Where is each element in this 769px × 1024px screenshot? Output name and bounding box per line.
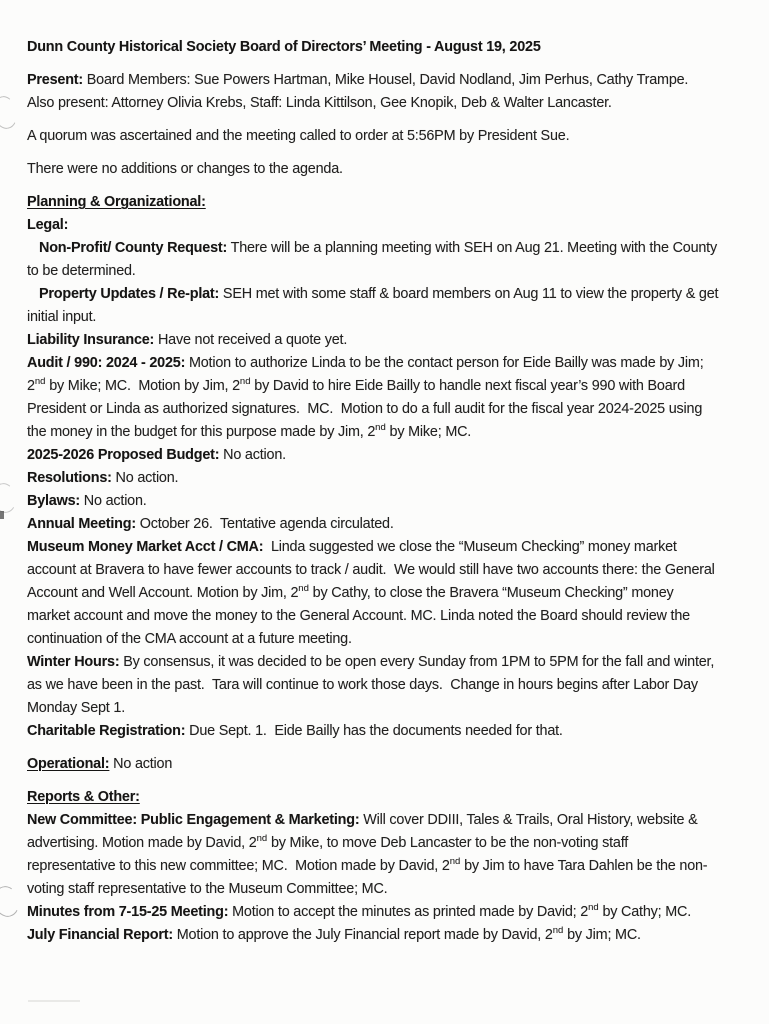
- label-bold: Bylaws:: [27, 493, 80, 509]
- text-run: There were no additions or changes to the agenda.: [27, 161, 343, 177]
- item-proposed-budget: [27, 444, 719, 467]
- text-run: Linda suggested we close the “Museum Checking” money market account at Bravera to have fewer accounts to track / audit. We would still have two accounts there: the General Account and Well Account. Motion by Jim, 2: [27, 539, 718, 601]
- text-run: by Mike, to move Deb Lancaster to be the non-voting staff representative to this new committee; MC. Motion made by David, 2: [27, 835, 632, 874]
- text-run: by Mike; MC. Motion by Jim, 2: [45, 378, 240, 394]
- text-run: SEH met with some staff & board members on Aug 11 to view the property & get initial input.: [27, 286, 723, 325]
- text-run: Motion to accept the minutes as printed made by David; 2: [228, 904, 589, 920]
- superscript: nd: [449, 856, 461, 868]
- text-run: No action.: [219, 447, 286, 463]
- heading-reports-other: [27, 786, 719, 809]
- label-bold: Charitable Registration:: [27, 723, 186, 739]
- superscript: nd: [298, 583, 309, 595]
- label-bold: Minutes from 7-15-25 Meeting:: [27, 904, 229, 920]
- item-minutes-7-15-25: [27, 901, 719, 924]
- item-property-updates-replat: [27, 283, 723, 329]
- item-july-financial-report: [27, 924, 719, 947]
- item-liability-insurance: [27, 329, 719, 352]
- heading-operational: [27, 753, 719, 776]
- text-run: Board Members: Sue Powers Hartman, Mike Housel, David Nodland, Jim Perhus, Cathy Trampe. Also present: Attorney Olivia Krebs, Staff: Linda Kittilson, Gee Knopik, Deb & Walter Lancaster.: [27, 72, 696, 111]
- label-bold: Annual Meeting:: [27, 516, 136, 532]
- item-new-committee: [27, 809, 719, 901]
- paragraph-agenda: [27, 158, 719, 181]
- item-annual-meeting: [27, 513, 719, 536]
- label-bold: Present:: [27, 72, 83, 88]
- text-run: by Mike; MC.: [385, 424, 472, 440]
- text-run: by Cathy; MC.: [598, 904, 692, 920]
- document-body: [27, 36, 723, 947]
- text-run: No action.: [111, 470, 179, 486]
- text-run: By consensus, it was decided to be open every Sunday from 1PM to 5PM for the fall and winter, as we have been in the past. Tara will continue to work those days. Change in hours begins after Labor Day Monday Sept 1.: [27, 654, 718, 716]
- scan-artifact-smudge: [28, 1000, 80, 1002]
- label-bold: Dunn County Historical Society Board of Directors’ Meeting - August 19, 2025: [27, 39, 541, 55]
- text-run: No action: [109, 756, 173, 772]
- label-bold: Museum Money Market Acct / CMA:: [27, 539, 264, 555]
- superscript: nd: [256, 833, 268, 845]
- label-bold: Property Updates / Re-plat:: [39, 286, 220, 302]
- label-bold: Audit / 990: 2024 - 2025:: [27, 355, 186, 371]
- superscript: nd: [239, 376, 251, 388]
- text-run: No action.: [80, 493, 147, 509]
- paragraph-quorum: [27, 125, 719, 148]
- label-bold: Liability Insurance:: [27, 332, 155, 348]
- text-run: Have not received a quote yet.: [154, 332, 348, 348]
- heading-planning-organizational: [27, 191, 719, 214]
- label-bold: 2025-2026 Proposed Budget:: [27, 447, 220, 463]
- superscript: nd: [375, 422, 386, 434]
- doc-title: [27, 36, 719, 59]
- text-run: Due Sept. 1. Eide Bailly has the documents needed for that.: [185, 723, 563, 739]
- label-bold: New Committee: Public Engagement & Marketing:: [27, 812, 360, 828]
- label-bold: Legal:: [27, 217, 69, 233]
- paragraph-present: [27, 69, 719, 115]
- text-run: Will cover DDIII, Tales & Trails, Oral History, website & advertising. Motion made by David, 2: [27, 812, 702, 851]
- label-bold: Winter Hours:: [27, 654, 120, 670]
- label-bold: Resolutions:: [27, 470, 112, 486]
- text-run: by Cathy, to close the Bravera “Museum Checking” money market account and move the money to the General Account. MC. Linda noted the Board should review the continuation of the CMA account at a future meeting.: [27, 585, 694, 647]
- item-bylaws: [27, 490, 719, 513]
- label-bold: Non-Profit/ County Request:: [39, 240, 228, 256]
- item-charitable-registration: [27, 720, 719, 743]
- scan-artifact-curve-bottom: [0, 883, 22, 919]
- superscript: nd: [552, 925, 564, 937]
- scan-artifact-curve-middle: [0, 481, 18, 515]
- text-run: Motion to authorize Linda to be the contact person for Eide Bailly was made by Jim; 2: [27, 355, 708, 394]
- scan-artifact-speck: [0, 511, 4, 519]
- label-bold: Planning & Organizational:: [27, 194, 206, 210]
- item-resolutions: [27, 467, 719, 490]
- text-run: October 26. Tentative agenda circulated.: [135, 516, 394, 532]
- superscript: nd: [34, 376, 46, 388]
- label-bold: July Financial Report:: [27, 927, 173, 943]
- text-run: by Jim; MC.: [563, 927, 641, 943]
- label-bold: Operational:: [27, 756, 110, 772]
- text-run: There will be a planning meeting with SEH on Aug 21. Meeting with the County to be determined.: [27, 240, 721, 279]
- item-audit-990: [27, 352, 719, 444]
- item-winter-hours: [27, 651, 719, 720]
- item-legal: [27, 214, 719, 237]
- label-bold: Reports & Other:: [27, 789, 140, 805]
- text-run: Motion to approve the July Financial report made by David, 2: [172, 927, 553, 943]
- scan-artifact-curve-top: [0, 94, 20, 131]
- text-run: by David to hire Eide Bailly to handle next fiscal year’s 990 with Board President or Linda as authorized signatures. MC. Motion to do a full audit for the fiscal year 2024-2025 using the money in the budget for this purpose made by Jim, 2: [27, 378, 706, 440]
- superscript: nd: [588, 902, 599, 914]
- item-museum-money-market: [27, 536, 719, 651]
- item-non-profit-county-request: [27, 237, 719, 283]
- text-run: A quorum was ascertained and the meeting called to order at 5:56PM by President Sue.: [27, 128, 570, 144]
- text-run: by Jim to have Tara Dahlen be the non-voting staff representative to the Museum Committee; MC.: [27, 858, 708, 897]
